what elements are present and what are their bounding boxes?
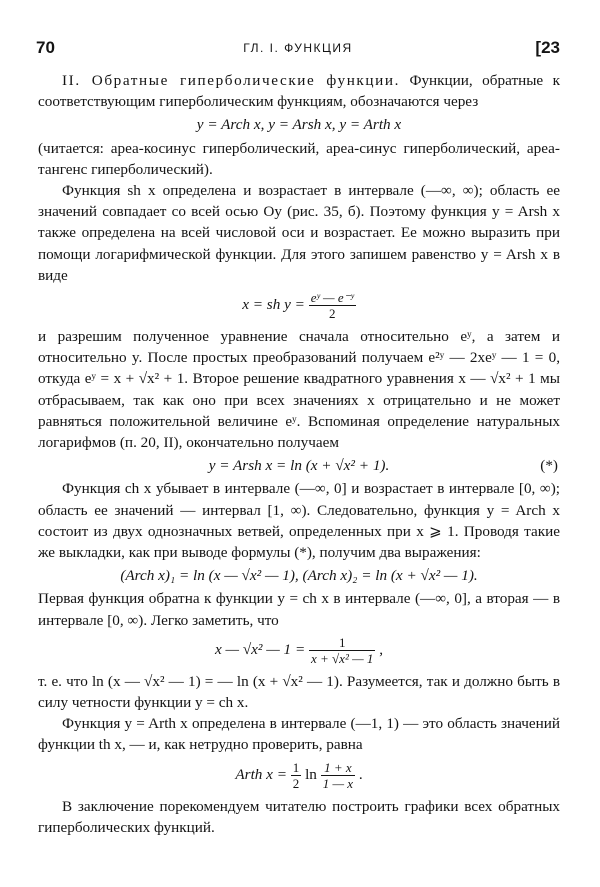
- equation-sh: x = sh y = $\frac{\text{eʸ — e⁻ʸ}}{2}$: [242, 290, 354, 322]
- paragraph-arsh: Функция sh x определена и возрастает в интервале (—∞, ∞); область ее значений совпадает со всей осью Oy (рис. 35, б). Поэтому функция y = Arsh x также определена на всей числовой оси и возрастает. Ее можно выразить при помощи логарифмической функции. Для этого запишем равенство y = Arsh x в виде: [38, 182, 560, 284]
- paragraph-branches: Первая функция обратна к функции y = ch x в интервале (—∞, 0], а вторая — в интервале [0, ∞). Легко заметить, что: [38, 590, 560, 629]
- fraction-reciprocal: $\frac{1}{\text{x + √x² — 1}}$: [311, 634, 374, 666]
- running-header: [36, 38, 560, 60]
- section-heading: II. Обратные гиперболические функции.: [62, 72, 400, 89]
- equation-tag: (*): [540, 457, 558, 475]
- fraction-log-argument: $\frac{1 + x}{1 — x}$: [322, 759, 354, 791]
- paragraph-derivation: и разрешим полученное уравнение сначала относительно eʸ, а затем и относительно y. После простых преобразований получаем e²ʸ — 2xeʸ — 1 = 0, откуда eʸ = x + √x² + 1. Второе решение квадратного уравнения x — √x² + 1 мы отбрасываем, так как оно при всех значениях x отрицательно и не может равняться положительной величине eʸ. Вспоминая определение натуральных логарифмов (п. 20, II), окончательно получаем: [38, 328, 560, 452]
- paragraph-reading: (читается: ареа-косинус гиперболический, ареа-синус гиперболический, ареа-тангенс гиперболический).: [38, 139, 560, 178]
- page-body: [38, 70, 560, 838]
- fraction-sh: $\frac{\text{eʸ — e⁻ʸ}}{2}$: [310, 290, 354, 322]
- equation-arsh: y = Arsh x = ln (x + √x² + 1). (*): [38, 455, 560, 476]
- paragraph-inverse-functions-intro: [38, 70, 560, 112]
- fraction-half: $\frac{1}{2}$: [292, 759, 300, 791]
- paragraph-arth: Функция y = Arth x определена в интервале (—1, 1) — это область значений функции th x, — и, как нетрудно проверить, равна: [38, 715, 560, 754]
- page-number: 70: [36, 38, 55, 57]
- paragraph-parity: т. е. что ln (x — √x² — 1) = — ln (x + √x² — 1). Разумеется, так и должно быть в силу четности функции y = ch x.: [38, 672, 560, 712]
- paragraph-conclusion: В заключение порекомендуем читателю построить графики всех обратных гиперболических функций.: [38, 797, 560, 836]
- equation-definitions: y = Arch x, y = Arsh x, y = Arth x: [196, 116, 402, 134]
- equation-arch-branches: (Arch x)₁ = ln (x — √x² — 1), (Arch x)₂ = ln (x + √x² — 1).: [120, 567, 478, 585]
- intro-text: Функции, обратные к соответствующим гиперболическим функциям, обозначаются через: [38, 72, 560, 111]
- section-number: [23: [535, 38, 560, 57]
- paragraph-arch: Функция ch x убывает в интервале (—∞, 0] и возрастает в интервале [0, ∞); область ее значений — интервал [1, ∞). Следовательно, функция y = Arch x состоит из двух однозначных ветвей, определенных при x ⩾ 1. Проводя такие же выкладки, как при выводе формулы (*), получим два выражения:: [38, 480, 560, 562]
- equation-reciprocal: x — √x² — 1 = $\frac{1}{\text{x + √x² — 1}}$ ,: [214, 634, 383, 666]
- chapter-title: ГЛ. I. ФУНКЦИЯ: [243, 41, 353, 55]
- equation-arth: Arth x = $\frac{1}{2}$ ln $\frac{1 + x}{1 — x}$ .: [235, 759, 363, 791]
